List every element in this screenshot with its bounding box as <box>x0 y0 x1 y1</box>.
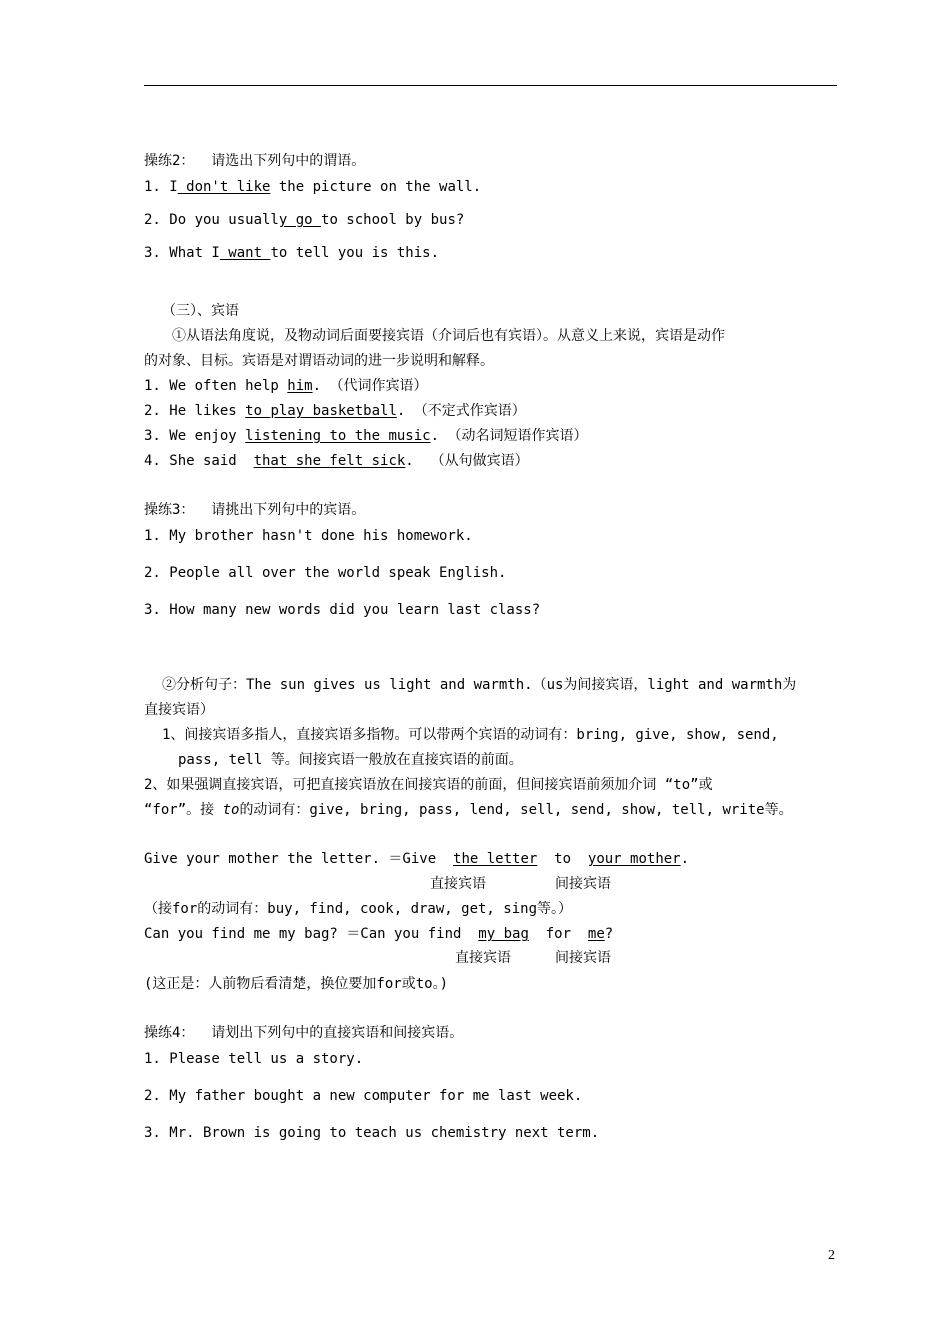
example2-label-indirect: 间接宾语 <box>555 950 611 966</box>
header-rule <box>144 85 837 86</box>
underlined-indirect-object: me <box>587 926 605 942</box>
object-example-4: 4. She said that she felt sick. （从句做宾语） <box>144 453 529 469</box>
drill3-item-1: 1. My brother hasn't done his homework. <box>144 528 473 544</box>
drill2-title: 操练2： 请选出下列句中的谓语。 <box>144 153 366 169</box>
drill4-item-2: 2. My father bought a new computer for me last week. <box>144 1088 583 1104</box>
drill3-title: 操练3： 请挑出下列句中的宾语。 <box>144 502 366 518</box>
analysis-line2: 直接宾语） <box>144 702 214 718</box>
underlined-indirect-object: your mother <box>587 851 681 867</box>
underlined-object: to play basketball <box>245 403 397 419</box>
example2-label-direct: 直接宾语 <box>455 950 511 966</box>
section3-intro-line1: ①从语法角度说，及物动词后面要接宾语（介词后也有宾语）。从意义上来说，宾语是动作 <box>172 328 725 344</box>
drill2-item-3: 3. What I want to tell you is this. <box>144 245 440 261</box>
drill4-title: 操练4： 请划出下列句中的直接宾语和间接宾语。 <box>144 1025 464 1041</box>
page-number: 2 <box>828 1248 835 1263</box>
analysis-point2-line1: 2、如果强调直接宾语，可把直接宾语放在间接宾语的前面，但间接宾语前须加介词 “to”或 <box>144 777 713 793</box>
underlined-predicate: don't like <box>177 179 271 195</box>
underlined-direct-object: the letter <box>453 851 538 867</box>
for-verbs-note: （接for的动词有：buy, find, cook, draw, get, sing等。） <box>144 901 573 917</box>
drill4-item-3: 3. Mr. Brown is going to teach us chemistry next term. <box>144 1125 600 1141</box>
analysis-point2-line2: “for”。接 to的动词有：give, bring, pass, lend, sell, send, show, tell, write等。 <box>144 802 793 818</box>
underlined-object: listening to the music <box>245 428 431 444</box>
analysis-point1-line1: 1、间接宾语多指人，直接宾语多指物。可以带两个宾语的动词有：bring, give, show, send, <box>162 727 779 743</box>
analysis-point1-line2: pass, tell 等。间接宾语一般放在直接宾语的前面。 <box>178 752 523 768</box>
example1-sentence: Give your mother the letter. ＝Give the letter to your mother. <box>144 851 690 867</box>
underlined-predicate: y go <box>278 212 322 228</box>
rhyme-note: (这正是：人前物后看清楚，换位要加for或to。) <box>144 976 448 992</box>
object-example-1: 1. We often help him. （代词作宾语） <box>144 378 428 394</box>
section3-intro-line2: 的对象、目标。宾语是对谓语动词的进一步说明和解释。 <box>144 353 494 369</box>
analysis-line1: ②分析句子：The sun gives us light and warmth.（us为间接宾语，light and warmth为 <box>162 677 797 693</box>
example2-sentence: Can you find me my bag? ＝Can you find my bag for me? <box>144 926 614 942</box>
example1-label-direct: 直接宾语 <box>430 876 486 892</box>
example1-label-indirect: 间接宾语 <box>555 876 611 892</box>
underlined-object: that she felt sick <box>253 453 406 469</box>
underlined-predicate: want <box>219 245 271 261</box>
object-example-2: 2. He likes to play basketball. （不定式作宾语） <box>144 403 526 419</box>
drill2-item-2: 2. Do you usually go to school by bus? <box>144 212 465 228</box>
drill2-item-1: 1. I don't like the picture on the wall. <box>144 179 482 195</box>
drill4-item-1: 1. Please tell us a story. <box>144 1051 364 1067</box>
drill3-item-2: 2. People all over the world speak English. <box>144 565 507 581</box>
underlined-object: him <box>287 378 313 394</box>
drill3-item-3: 3. How many new words did you learn last class? <box>144 602 541 618</box>
section3-heading: （三）、宾语 <box>162 303 239 319</box>
underlined-direct-object: my bag <box>478 926 529 942</box>
object-example-3: 3. We enjoy listening to the music. （动名词短语作宾语） <box>144 428 588 444</box>
